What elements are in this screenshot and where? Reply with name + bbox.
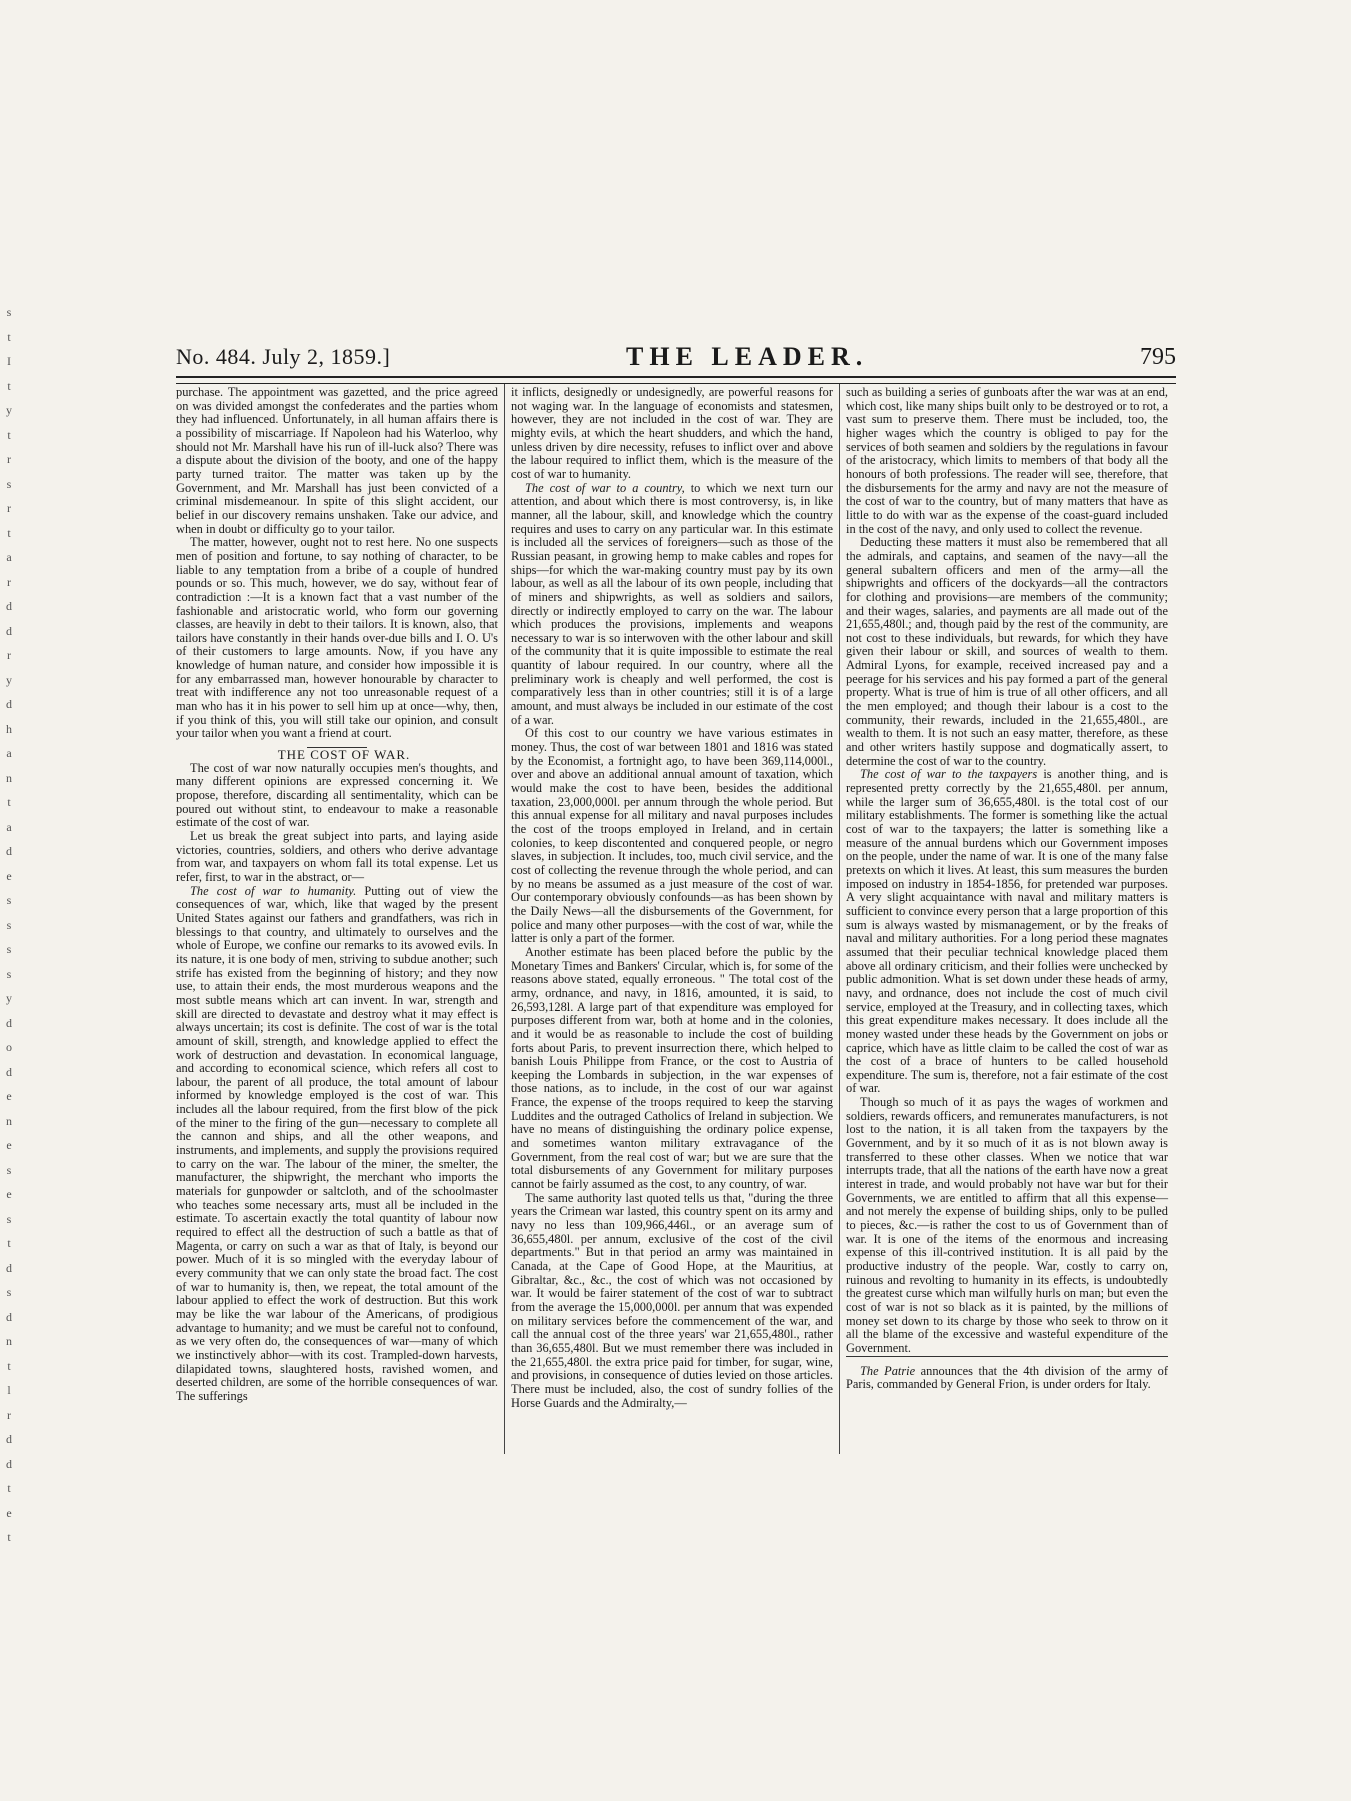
margin-letter: t (7, 1358, 11, 1373)
margin-letter: o (6, 1040, 12, 1054)
left-margin-bleed (0, 300, 18, 1544)
paragraph-text: to which we next turn our attention, and about which there is most controversy, is, in like manner, all the labour, skill, and knowledge which the country requires and uses to carry on any particular war. In this estimate is included all the services of foreigners—such as those of the Russian peasant, in growing hemp to make cables and ropes for ships—for which the war-making country must pay by its own labour, as well as all the labour of its own people, including that of miners and shipwrights, as well as soldiers and sailors, directly or indirectly employed to carry on the war. The labour which produces the provisions, implements and weapons necessary to war is so interwoven with the other labour and skill of the community that it is quite impossible to estimate the real quantity of labour required. In our country, where all the preliminary work is cheaply and well performed, the cost is comparatively less than in other countries; still it is of a large amount, and must always be included in our estimate of the cost of a war. (511, 480, 833, 727)
margin-letter: n (6, 1113, 12, 1128)
italic-lead: The cost of war to a country, (525, 480, 685, 495)
notice-text: announces that the 4th division of the army of Paris, commanded by General Frion, is under orders for Italy. (846, 1363, 1168, 1392)
column-1 (176, 386, 498, 1456)
margin-letter: e (6, 1089, 12, 1103)
issue-date: No. 484. July 2, 1859.] (176, 344, 391, 369)
paragraph: The cost of war now naturally occupies men's thoughts, and many different opinions are expressed concerning it. We propose, therefore, discarding all sentimentality, which can be poured out without stint, to endeavour to make a reasonable estimate of the cost of war. (176, 760, 498, 830)
paragraph: The matter, however, ought not to rest here. No one suspects men of position and fortune, to say nothing of character, to be liable to any temptation from a bribe of a couple of hundred pounds or so. This much, however, we do say, without fear of contradiction :—It is a known fact that a vast number of the fashionable and aristocratic world, who form our governing classes, are heavily in debt to their tailors. It is known, also, that tailors have constantly in their hands over-due bills and I. O. U's of their customers to large amounts. Now, if you have any knowledge of human nature, and consider how impossible it is for any embarrassed man, however honourable by character to treat with indifference any not too unreasonable request of a man who has it in his power to sell him up at once—why, then, if you think of this, you will still take our opinion, and consult your tailor when you want a friend at court. (176, 535, 498, 741)
margin-letter: r (7, 1407, 11, 1422)
paragraph: Deducting these matters it must also be remembered that all the admirals, and captains, and seamen of the navy—all the general subaltern officers and men of the army—all the shipwrights and officers of the dockyards—all the contractors for clothing and provisions—are members of the community; and their wages, salaries, and payments are all made out of the 21,655,480l.; and, though paid by the rest of the community, are not cost to these individuals, but rewards, for which they have given their labour or skill, and sources of wealth to them. Admiral Lyons, for example, received increased pay and a peerage for his services and his pay formed a part of the general property. What is true of him is true of all other officers, and all the men employed; and though their labour is a cost to the community, their rewards, included in the 21,655,480l., are wealth to them. It is not such an easy matter, therefore, as these and other writers hastily suppose and dogmatically assert, to determine the cost of war to the country. (846, 535, 1168, 768)
margin-letter: s (6, 966, 12, 981)
margin-letter: r (7, 648, 11, 662)
margin-letter: d (6, 844, 12, 858)
margin-letter: s (6, 1285, 12, 1299)
masthead-rule (176, 376, 1176, 384)
margin-letter: d (6, 1015, 12, 1030)
newspaper-title: THE LEADER. (626, 342, 869, 371)
margin-letter: a (6, 819, 12, 834)
paragraph (846, 768, 1168, 1096)
margin-letter: r (7, 452, 11, 466)
margin-letter: d (6, 599, 12, 613)
margin-letter: t (7, 525, 11, 540)
margin-letter: d (6, 697, 12, 711)
paragraph-text: Putting out of view the consequences of war, which, like that waged by the present United States against our fathers and grandfathers, was rich in blessings to that country, and ultimately to ourselves and the whole of Europe, we confine our remarks to its avowed evils. In its nature, it is one body of men, striving to subdue another; such strife has existed from the beginning of history; and they now use, to attain their ends, the most murderous weapons and the most subtle means which art can invent. In war, strength and skill are directed to devastate and destroy what it may effect is always uncertain; its cost is definite. The cost of war is the total amount of skill, strength, and knowledge applied to effect the work of destruction and devastation. In economical language, and according to economical science, which refers all cost to labour, the parent of all produce, the total amount of labour informed by knowledge employed is the cost of war. This includes all the labour required, from the first blow of the pick of the miner to the firing of the gun—necessary to complete all the cannon and ships, and all the other weapons, and instruments, and implements, and supply the provisions required to carry on the war. The labour of the miner, the smelter, the manufacturer, the shipwright, the merchant who imports the materials for gunpowder or saltcloth, and of the schoolmaster who teaches some necessary arts, must all be included in the estimate. To ascertain exactly the total quantity of labour now required to effect all the destruction of such a battle as that of Magenta, or carry on such a war as that of Italy, is beyond our power. Much of it is so mingled with the everyday labour of every community that we can only state the broad fact. The cost of war to humanity is, then, we repeat, the total amount of the labour applied to effect the work of destruction. But this work may be like the war labour of the Americans, of prodigious advantage to humanity; and we must be careful not to confound, as we very often do, the consequences of war—many of which we instinctively abhor—with its cost. Trampled-down harvests, dilapidated towns, slaughtered hosts, ravished women, and deserted children, are some of the horrible consequences of war. The sufferings (176, 883, 499, 1403)
paragraph: The same authority last quoted tells us that, "during the three years the Crimean war lasted, this country spent on its army and navy no less than 109,966,446l., or an average sum of 36,655,480l. per annum, exclusive of the cost of the civil departments." But in that period an army was maintained in Canada, at the Cape of Good Hope, at the Mauritius, at Gibraltar, &c., &c., the cost of which was not occasioned by war. It would be fairer statement of the cost of war to subtract from the average the 15,000,000l. per annum that was expended on military services before the commencement of the war, and call the annual cost of the three years' war 21,655,480l., rather than 36,655,480l. But we must remember there was included in the 21,655,480l. the extra price paid for timber, for sugar, wine, and provisions, in consequence of duties levied on those articles. There must be included, also, the cost of sundry follies of the Horse Guards and the Admiralty,— (511, 1190, 833, 1410)
margin-letter: h (6, 721, 12, 736)
margin-letter: e (6, 1505, 12, 1520)
margin-letter: y (6, 991, 12, 1005)
margin-letter: d (6, 1064, 12, 1079)
margin-letter: d (6, 1260, 12, 1275)
column-3 (846, 386, 1168, 1456)
margin-letter: l (7, 1383, 11, 1397)
column-2 (511, 386, 833, 1456)
margin-letter: t (7, 1236, 11, 1250)
paragraph (176, 885, 498, 1404)
margin-letter: t (7, 329, 11, 344)
margin-letter: y (6, 672, 12, 687)
column-divider (839, 384, 840, 1454)
margin-letter: t (7, 378, 11, 393)
paragraph-text: is another thing, and is represented pretty correctly by the 21,655,480l. per annum, while the larger sum of 36,655,480l. is the total cost of our military establishments. The former is something like the actual cost of war to the taxpayers; the latter is something like a measure of the annual burdens which our Government imposes on the people, under the name of war. It is one of the many false pretexts on which it lives. At least, this sum measures the burden imposed on industry in 1854-1856, for pretended war purposes. A very slight acquaintance with naval and military matters is sufficient to convince every person that a large proportion of this sum is always wasted by mismanagement, or by the freaks of naval and military authorities. For a long period these magnates assumed that their peculiar technical knowledge placed them above all ordinary criticism, and their follies were unchecked by public admonition. What is set down under these heads of army, navy, and ordnance, does not include the cost of much civil service, employed at the Treasury, and in collecting taxes, which this great expenditure makes necessary. It does include all the money wasted under these heads by the Government on jobs or caprice, which have as little claim to be called the cost of war as the cost of a brace of hunters to be called household expenditure. The sum is, therefore, not a fair estimate of the cost of war. (846, 767, 1168, 1096)
margin-letter: d (6, 1432, 12, 1446)
margin-letter: s (6, 476, 12, 491)
news-notice (846, 1356, 1168, 1392)
margin-letter: r (7, 501, 11, 515)
paragraph: Another estimate has been placed before the public by the Monetary Times and Bankers' Circular, which is, for some of the reasons above stated, equally erroneous. " The total cost of the army, ordnance, and navy, in 1816, amounted, it is said, to 26,593,128l. A large part of that expenditure was employed for purposes different from war, both at home and in the colonies, and it would be as reasonable to include the cost of building forts about Paris, to prevent insurrection there, which helped to banish Louis Philippe from France, or the cost to Austria of keeping the Lombards in subjection, in the war expenses of those nations, as to include, in the cost of our war against France, the expense of the troops required to keep the starving Luddites and the outraged Catholics of Ireland in subjection. We have no means of distinguishing the ordinary police expense, and sometimes wanton military extravagance of the Government, from the real cost of war; but we are sure that the total disbursements of any Government for military purposes cannot be fairly assumed as the cost, to any country, of war. (511, 944, 833, 1192)
margin-letter: s (6, 305, 12, 319)
margin-letter: t (7, 1481, 11, 1495)
masthead (176, 340, 1176, 376)
margin-letter: n (6, 1334, 12, 1348)
margin-letter: t (7, 427, 11, 442)
margin-letter: d (6, 1456, 12, 1471)
paragraph: Let us break the great subject into parts, and laying aside victories, countries, soldiers, and others who derive advantage from war, and taxpayers on whom fall its total expense. Let us refer, first, to war in the abstract, or— (176, 829, 498, 884)
paragraph: such as building a series of gunboats after the war was at an end, which cost, like many ships built only to be destroyed or to rot, a vast sum to preserve them. There must be included, too, the higher wages which the country is obliged to pay for the services of both seamen and soldiers by the regulations in favour of the aristocracy, which limits to members of that body all the honours of both professions. The reader will see, therefore, that the disbursements for the army and navy are not the measure of the cost of war to the country, but of many matters that have as little to do with war as the expense of the coast-guard included in the cost of the navy, and only used to collect the revenue. (846, 385, 1168, 536)
paragraph: it inflicts, designedly or undesignedly, are powerful reasons for not waging war. In the language of economists and statesmen, however, they are not included in the cost of war. They are mighty evils, at which the heart shudders, and which the hand, unless driven by dire necessity, refuses to inflict over and above the labour required to inflict them, which is the measure of the cost of war to humanity. (511, 385, 833, 481)
margin-letter: t (7, 795, 11, 809)
margin-letter: s (6, 1162, 12, 1177)
paragraph (511, 482, 833, 728)
margin-letter: d (6, 623, 12, 638)
italic-lead: The cost of war to the taxpayers (860, 767, 1038, 782)
margin-letter: s (6, 942, 12, 956)
margin-letter: s (6, 1211, 12, 1226)
margin-letter: n (6, 770, 12, 785)
margin-letter: e (6, 868, 12, 883)
column-divider (504, 384, 505, 1454)
paragraph: Though so much of it as pays the wages of workmen and soldiers, rewards officers, and remunerates manufacturers, is not lost to the nation, it is all taken from the taxpayers by the Government, and by it so much of it as is not blown away is transferred to these other classes. When we notice that war interrupts trade, that all the nations of the earth have now a great interest in trade, and would probably not have war but for their Governments, we are entitled to affirm that all this expense—and not merely the expense of building ships, only to be pulled to pieces, &c.—is rather the cost to us of Government than of war. It is one of the items of the enormous and increasing expense of this ill-contrived institution. It is all paid by the productive industry of the people. War, costly to carry on, ruinous and revolting to humanity in its effects, is undoubtedly the greatest curse which man wilfully hurls on man; but even the cost of war is not so black as it is painted, by the millions of money set down to its charge by those who seek to throw on it all the blame of the excessive and wasteful expenditure of the Government. (846, 1095, 1168, 1355)
margin-letter: s (6, 917, 12, 932)
margin-letter: a (6, 550, 12, 564)
margin-letter: s (6, 893, 12, 907)
paragraph: purchase. The appointment was gazetted, and the price agreed on was divided amongst the confederates and the parties whom they had influenced. Unfortunately, in all human affairs there is a possibility of miscarriage. If Napoleon had his Waterloo, why should not Mr. Marshall have his run of ill-luck also? There was a dispute about the division of the booty, and one of the happy party turned traitor. The matter was taken up by the Government, and Mr. Marshall has just been convicted of a criminal misdemeanour. In spite of this slight accident, our belief in our discovery remains unshaken. Take our advice, and when in doubt or difficulty go to your tailor. (176, 385, 498, 536)
page-number: 795 (1140, 344, 1176, 370)
margin-letter: d (6, 1309, 12, 1324)
margin-letter: r (7, 574, 11, 589)
article-heading: THE COST OF WAR. (277, 747, 411, 763)
margin-letter: t (7, 1530, 11, 1544)
margin-letter: y (6, 403, 12, 417)
margin-letter: a (6, 746, 12, 760)
italic-lead: The Patrie (860, 1363, 916, 1378)
margin-letter: e (6, 1187, 12, 1201)
margin-letter: e (6, 1138, 12, 1152)
margin-letter: I (7, 354, 11, 368)
italic-lead: The cost of war to humanity. (190, 883, 357, 898)
paragraph: Of this cost to our country we have various estimates in money. Thus, the cost of war between 1801 and 1816 was stated by the Economist, a fortnight ago, to have been 369,114,000l., over and above an additional annual amount of taxation, which would make the cost to have been, besides the additional taxation, 23,000,000l. per annum through the whole period. But this annual expense for all military and naval purposes includes the cost of the troops employed in Ireland, and in certain colonies, to keep discontented and conquered people, or negro slaves, in subjection. It includes, too, much civil service, and the cost of collecting the revenue through the whole period, and can by no means be assumed as a just measure of the cost of war. Our contemporary obviously confounds—as has been shown by the Daily News—all the disbursements of the Government, for police and many other purposes—with the cost of war, while the latter is only a part of the former. (511, 726, 833, 946)
